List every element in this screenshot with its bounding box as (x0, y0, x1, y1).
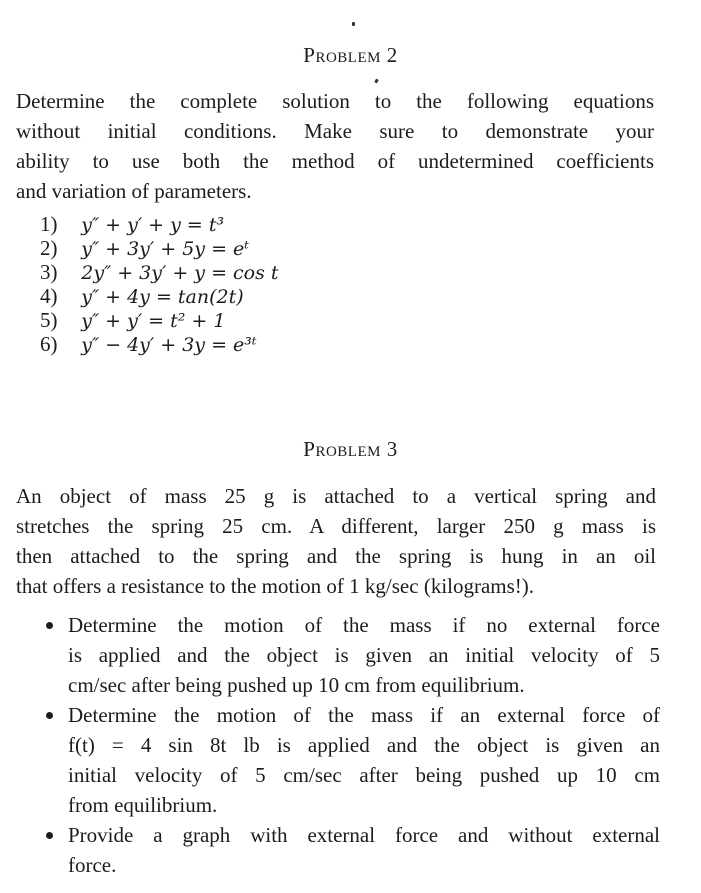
equation-list (40, 212, 279, 356)
bullet-line: Provide a graph with external force and without external (68, 823, 660, 847)
equation-item (40, 236, 279, 260)
bullet-line: cm/sec after being pushed up 10 cm from equilibrium. (68, 673, 525, 697)
paragraph-line: ability to use both the method of undetermined coefficients (16, 149, 654, 173)
equation-text: 2y″ + 3y′ + y = cos t (81, 262, 279, 284)
equation-item (40, 332, 279, 356)
equation-item (40, 260, 279, 284)
equation-number: 3) (40, 260, 58, 284)
scan-speck (374, 79, 379, 84)
paragraph-line: and variation of parameters. (16, 179, 252, 203)
paragraph-line: An object of mass 25 g is attached to a vertical spring and (16, 484, 656, 508)
equation-text: y″ + 4y = tan(2t) (81, 286, 244, 308)
equation-number: 5) (40, 308, 58, 332)
equation-number: 4) (40, 284, 58, 308)
equation-number: 2) (40, 236, 58, 260)
equation-text: y″ − 4y′ + 3y = e³ᵗ (81, 334, 257, 356)
bullet-line: is applied and the object is given an initial velocity of 5 (68, 643, 660, 667)
equation-text: y″ + y′ = t² + 1 (81, 310, 226, 332)
scan-speck (352, 22, 355, 26)
bullet-dot-icon (46, 832, 53, 839)
bullet-line: from equilibrium. (68, 793, 218, 817)
problem-2-title: Problem 2 (303, 43, 398, 67)
equation-number: 1) (40, 212, 58, 236)
bullet-item (44, 700, 660, 820)
equation-number: 6) (40, 332, 58, 356)
equation-item (40, 212, 279, 236)
problem-3-paragraph (16, 481, 656, 601)
equation-item (40, 284, 279, 308)
equation-text: y″ + 3y′ + 5y = eᵗ (81, 238, 249, 260)
paragraph-line: Determine the complete solution to the following equations (16, 89, 654, 113)
problem-3-bullet-list (44, 610, 660, 880)
equation-item (40, 308, 279, 332)
bullet-line: Determine the motion of the mass if an external force of (68, 703, 660, 727)
bullet-dot-icon (46, 622, 53, 629)
equation-text: y″ + y′ + y = t³ (81, 214, 225, 236)
bullet-line: f(t) = 4 sin 8t lb is applied and the object is given an (68, 733, 660, 757)
bullet-line: force. (68, 853, 117, 877)
paragraph-line: without initial conditions. Make sure to demonstrate your (16, 119, 654, 143)
paragraph-line: that offers a resistance to the motion of 1 kg/sec (kilograms!). (16, 574, 535, 598)
bullet-line: initial velocity of 5 cm/sec after being pushed up 10 cm (68, 763, 660, 787)
paragraph-line: then attached to the spring and the spring is hung in an oil (16, 544, 656, 568)
bullet-dot-icon (46, 712, 53, 719)
problem-3-title: Problem 3 (303, 437, 398, 461)
problem-2-paragraph (16, 86, 654, 206)
bullet-line: Determine the motion of the mass if no external force (68, 613, 660, 637)
bullet-item (44, 820, 660, 880)
paragraph-line: stretches the spring 25 cm. A different, larger 250 g mass is (16, 514, 656, 538)
bullet-item (44, 610, 660, 700)
